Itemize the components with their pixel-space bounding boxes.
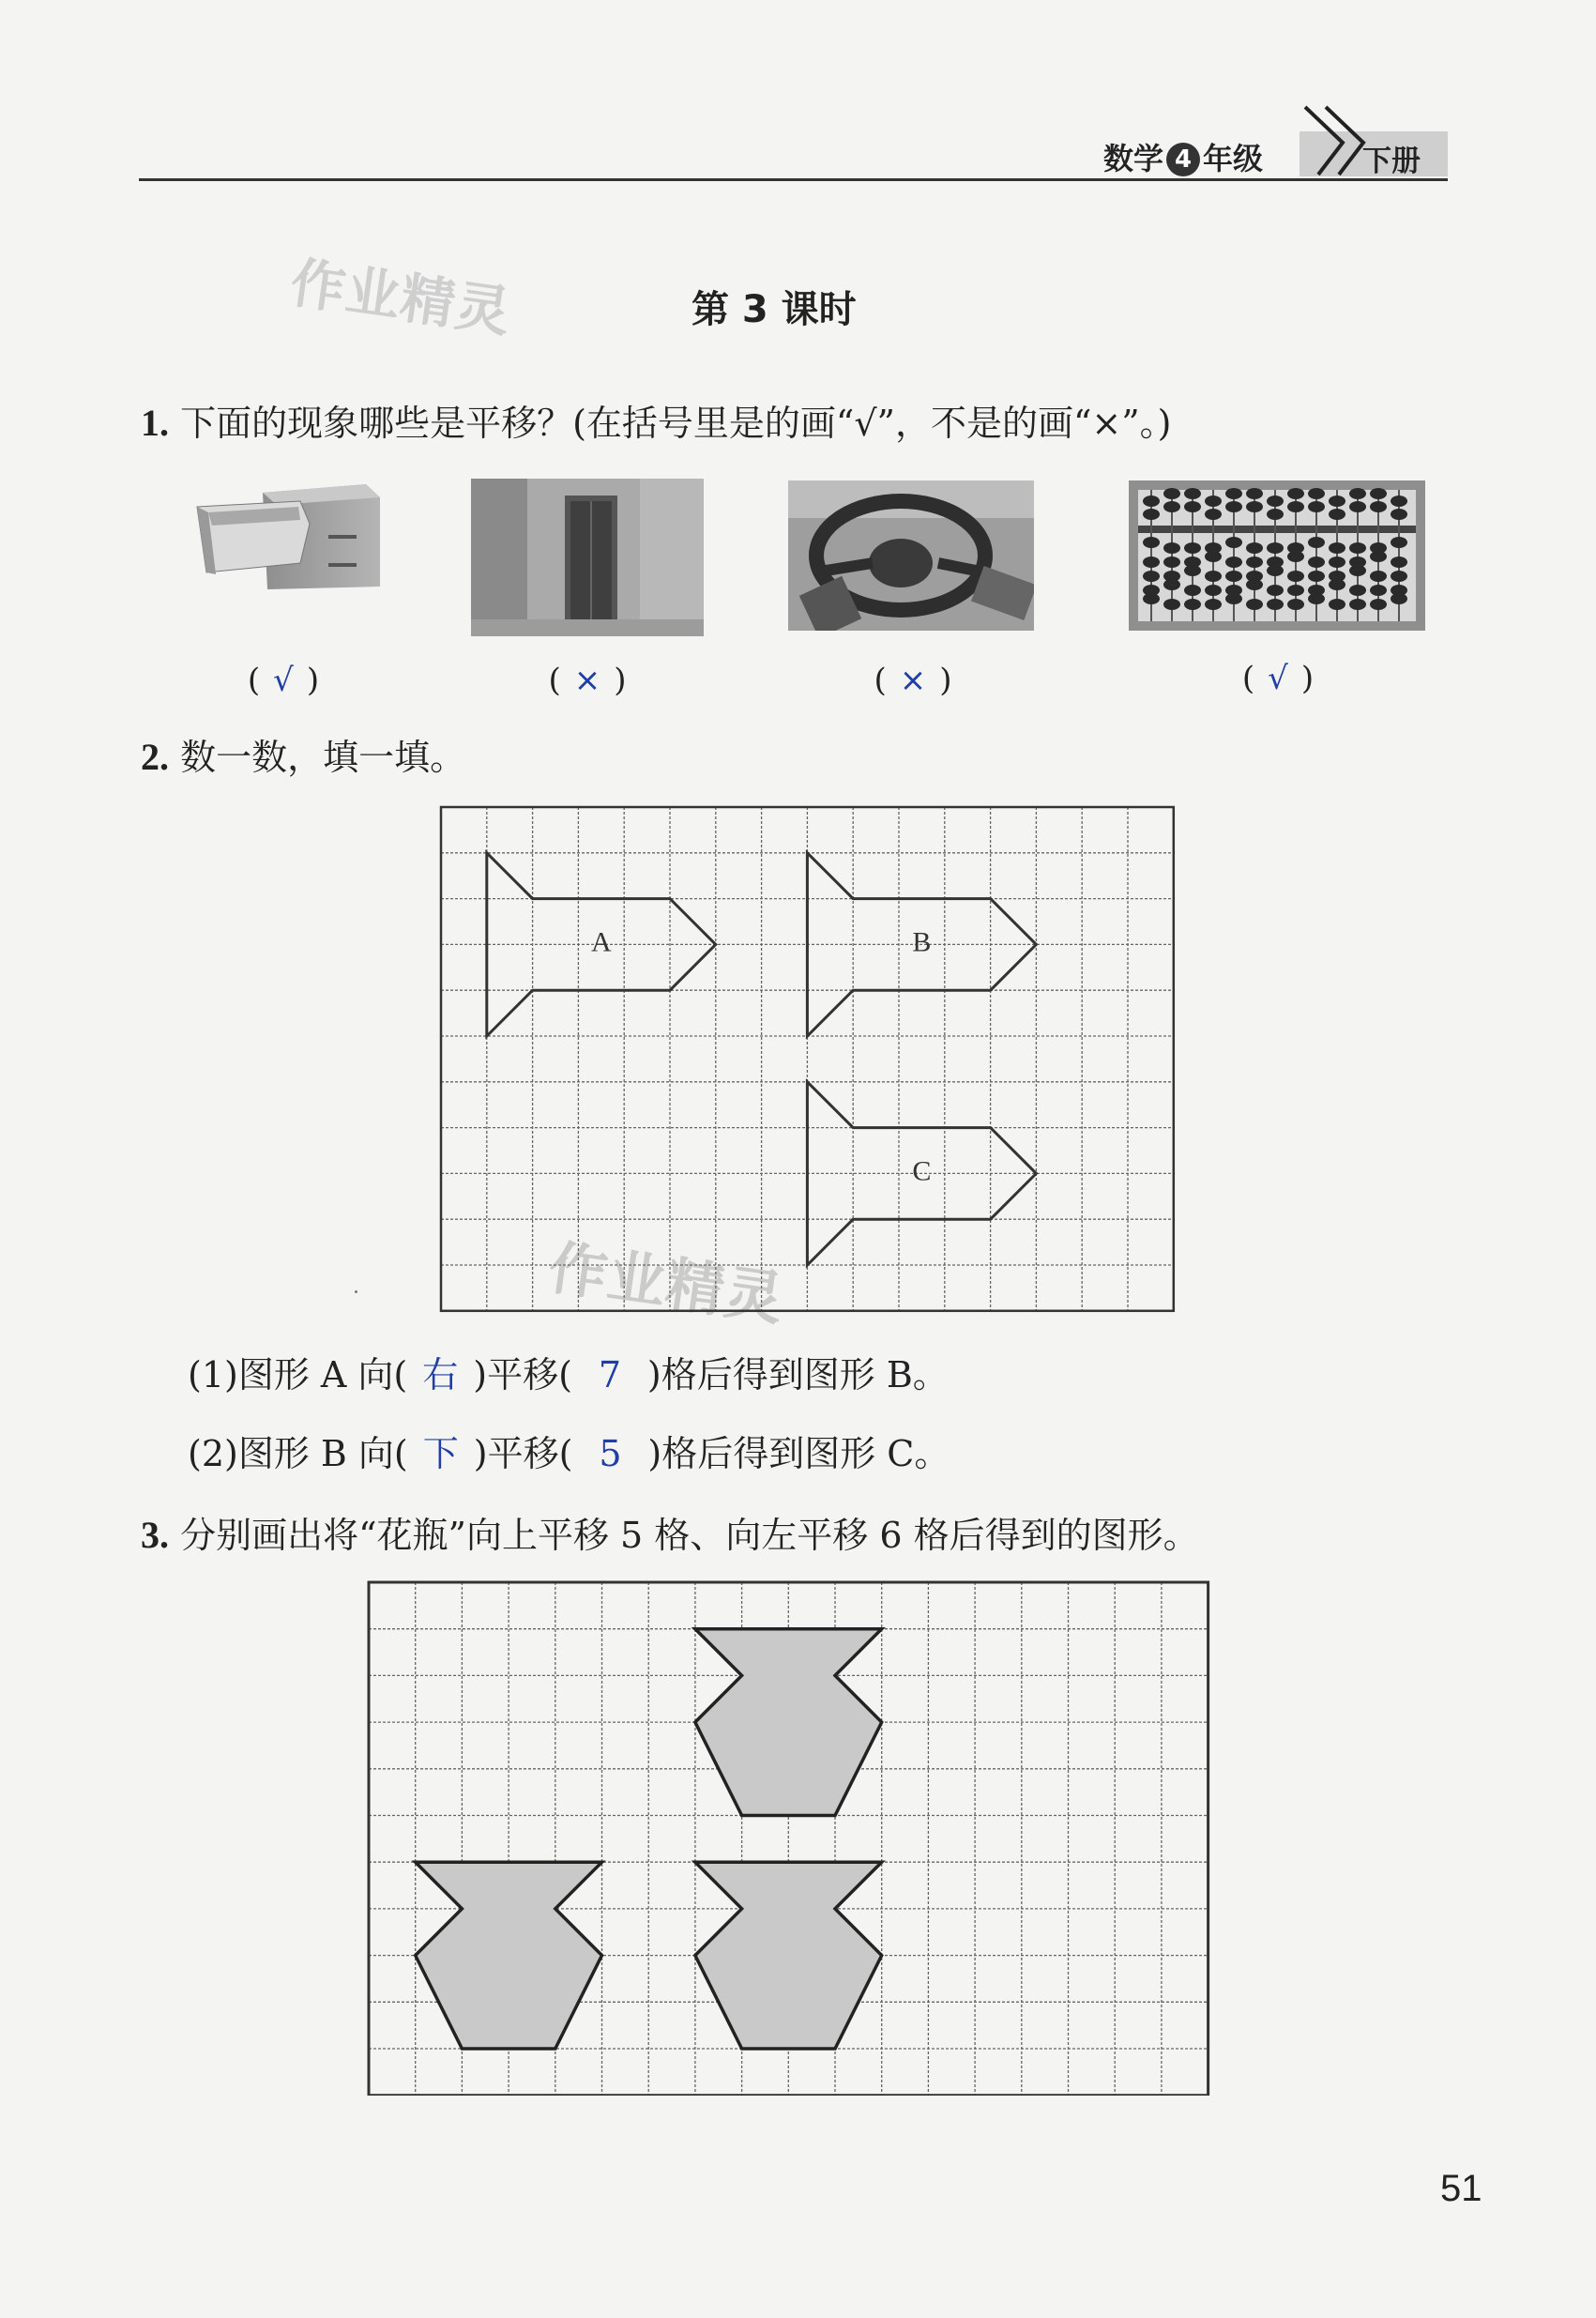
question-1 [141, 394, 1172, 446]
abacus-bead [1225, 593, 1242, 604]
abacus-bead [1391, 571, 1407, 582]
answer-amount: 7 [598, 1354, 622, 1395]
abacus-bead [1267, 509, 1284, 520]
abacus-bead [1143, 557, 1160, 568]
watermark: 作业精灵 [286, 250, 515, 345]
abacus-bead [1267, 565, 1284, 576]
abacus-bead [1308, 557, 1325, 568]
abacus-bead [1267, 542, 1284, 554]
abacus-bead [1391, 537, 1407, 548]
abacus-bead [1143, 593, 1160, 604]
abacus-bead [1287, 585, 1304, 596]
question-number: 1. [141, 402, 169, 444]
answer-direction: 右 [422, 1354, 459, 1395]
fill-text: )平移( [473, 1354, 572, 1395]
answer-2: ( × ) [548, 662, 627, 699]
answer-mark: × [899, 662, 927, 699]
abacus-bead [1370, 599, 1387, 610]
abacus-bead [1287, 501, 1304, 512]
answer-4: ( √ ) [1241, 660, 1315, 697]
question-2 [141, 728, 465, 780]
fill-text: )格后得到图形 B。 [646, 1354, 949, 1395]
shape-label: C [912, 1155, 932, 1187]
abacus-bead [1205, 551, 1222, 562]
abacus-bead [1184, 585, 1201, 596]
abacus-bead [1163, 542, 1180, 554]
abacus-bead [1246, 579, 1263, 590]
question-number: 2. [141, 736, 169, 778]
abacus-bead [1329, 579, 1345, 590]
abacus-bead [1184, 565, 1201, 576]
watermark: 作业精灵 [544, 1232, 789, 1334]
abacus-bead [1287, 599, 1304, 610]
header-grade-text: 年级 [1203, 141, 1264, 176]
fill-text: (2)图形 B 向( [188, 1433, 408, 1474]
abacus-bead [1349, 585, 1366, 596]
fill-text: (1)图形 A 向( [188, 1354, 408, 1395]
abacus-bead [1308, 571, 1325, 582]
abacus-bead [1287, 571, 1304, 582]
abacus-bead [1205, 599, 1222, 610]
answer-mark: √ [1268, 660, 1288, 697]
question-text: 数一数，填一填。 [180, 737, 466, 778]
abacus-bead [1225, 571, 1242, 582]
abacus-bead [1163, 599, 1180, 610]
answer-direction: 下 [422, 1433, 459, 1474]
abacus-bead [1246, 488, 1263, 499]
question-text: 下面的现象哪些是平移？(在括号里是的画“√”，不是的画“×”。) [180, 403, 1172, 444]
question-number: 3. [141, 1514, 169, 1556]
elevator-picture [471, 479, 704, 636]
page-number: 51 [1440, 2168, 1482, 2209]
abacus-bead [1184, 501, 1201, 512]
header-volume: 下册 [1362, 145, 1421, 178]
abacus-bead [1246, 557, 1263, 568]
header-subject-text: 数学 [1103, 141, 1164, 176]
abacus-bead [1267, 496, 1284, 507]
abacus-bead [1246, 599, 1263, 610]
abacus-bead [1184, 542, 1201, 554]
abacus-bead [1205, 509, 1222, 520]
abacus-bead [1287, 551, 1304, 562]
abacus-bead [1163, 557, 1180, 568]
chevron-double-icon [1298, 101, 1373, 176]
abacus-bead [1308, 593, 1325, 604]
abacus-picture [1129, 480, 1425, 631]
abacus-bead [1308, 488, 1325, 499]
abacus-bead [1391, 509, 1407, 520]
abacus-bead [1391, 496, 1407, 507]
abacus-bead [1349, 565, 1366, 576]
abacus-bead [1163, 579, 1180, 590]
lesson-title: 第 3 课时 [692, 288, 857, 331]
grade-circle: 4 [1166, 143, 1200, 176]
abacus-bead [1329, 599, 1345, 610]
abacus-bead [1143, 509, 1160, 520]
abacus-beam [1138, 526, 1416, 533]
fill-in-2 [188, 1425, 950, 1476]
abacus-bead [1349, 501, 1366, 512]
abacus-bead [1308, 501, 1325, 512]
abacus-bead [1370, 488, 1387, 499]
abacus-bead [1349, 599, 1366, 610]
answer-mark: √ [273, 662, 294, 699]
abacus-bead [1184, 488, 1201, 499]
abacus-bead [1267, 585, 1284, 596]
answer-mark: × [573, 662, 601, 699]
abacus-bead [1370, 585, 1387, 596]
vase-moved-up [695, 1629, 882, 1816]
question-3 [141, 1506, 1199, 1558]
vase-moved-left [416, 1862, 602, 2049]
abacus-bead [1329, 542, 1345, 554]
header-rule [139, 178, 1448, 181]
header-subject [1103, 135, 1263, 178]
abacus-bead [1329, 496, 1345, 507]
abacus-bead [1205, 496, 1222, 507]
abacus-bead [1391, 557, 1407, 568]
answer-3: ( × ) [874, 662, 952, 699]
steering-wheel-picture [788, 480, 1034, 631]
abacus-bead [1143, 537, 1160, 548]
abacus-bead [1225, 488, 1242, 499]
translation-grid-2 [366, 1579, 1222, 2096]
abacus-bead [1184, 599, 1201, 610]
abacus-bead [1349, 542, 1366, 554]
abacus-bead [1308, 537, 1325, 548]
abacus-bead [1205, 571, 1222, 582]
shape-label: A [590, 926, 612, 958]
abacus-bead [1205, 585, 1222, 596]
abacus-bead [1143, 571, 1160, 582]
drawer-picture [188, 479, 385, 591]
abacus-bead [1267, 599, 1284, 610]
answer-amount: 5 [599, 1433, 622, 1474]
abacus-bead [1246, 542, 1263, 554]
abacus-bead [1143, 496, 1160, 507]
abacus-bead [1225, 557, 1242, 568]
abacus-bead [1349, 488, 1366, 499]
abacus-bead [1370, 551, 1387, 562]
abacus-bead [1370, 501, 1387, 512]
ink-dot [355, 1290, 357, 1293]
abacus-bead [1225, 501, 1242, 512]
answer-1: ( √ ) [247, 662, 320, 699]
abacus-bead [1287, 488, 1304, 499]
abacus-bead [1225, 537, 1242, 548]
abacus-bead [1370, 571, 1387, 582]
abacus-bead [1163, 501, 1180, 512]
abacus-bead [1329, 557, 1345, 568]
translation-grid-1 [439, 805, 1176, 1317]
vase-original [695, 1862, 882, 2049]
fill-text: )格后得到图形 C。 [647, 1433, 950, 1474]
shape-label: B [912, 926, 932, 958]
abacus-bead [1163, 488, 1180, 499]
abacus-bead [1391, 593, 1407, 604]
fill-text: )平移( [473, 1433, 573, 1474]
abacus-bead [1246, 501, 1263, 512]
abacus-bead [1329, 509, 1345, 520]
question-text: 分别画出将“花瓶”向上平移 5 格、向左平移 6 格后得到的图形。 [180, 1515, 1199, 1556]
fill-in-1 [188, 1346, 949, 1397]
